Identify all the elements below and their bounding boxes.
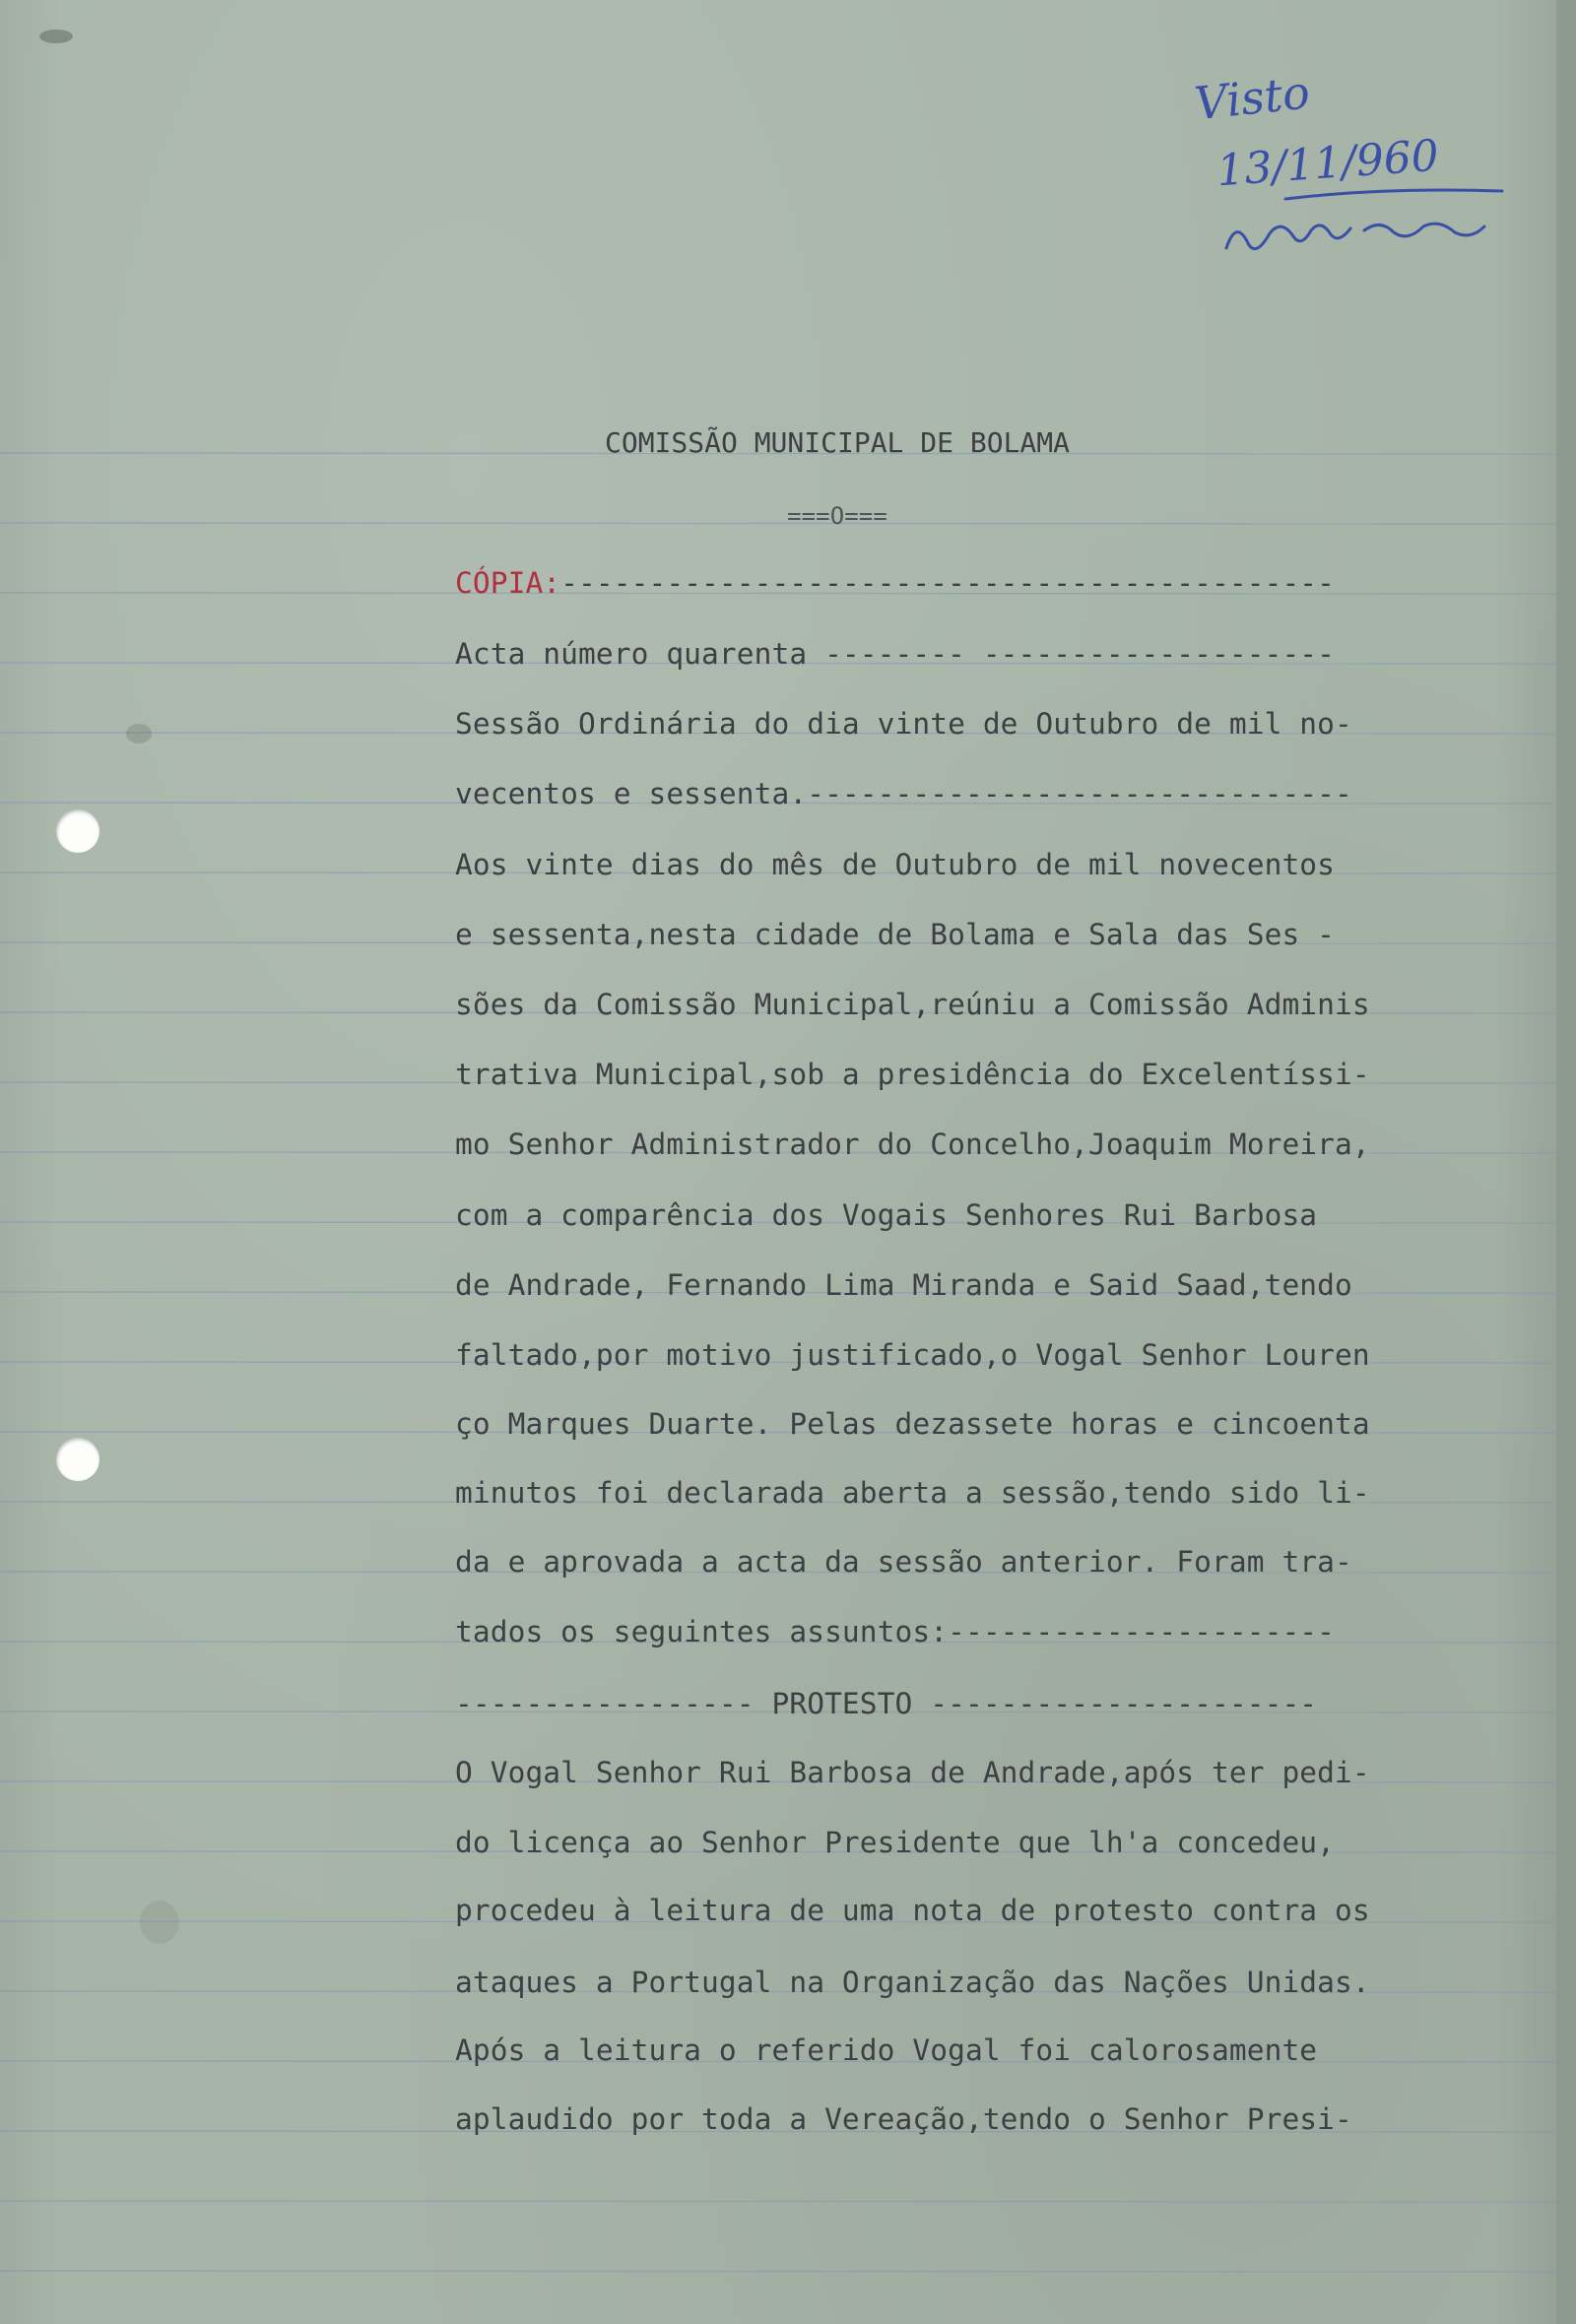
- rust-mark-top: [126, 724, 152, 743]
- ruled-line: [0, 2201, 1556, 2202]
- text-line-15: tados os seguintes assuntos:----------------------: [455, 1615, 1336, 1648]
- text-line-14: da e aprovada a acta da sessão anterior. Foram tra-: [455, 1545, 1352, 1579]
- copy-line: [455, 565, 1335, 601]
- ruled-line: [0, 2271, 1556, 2272]
- punch-hole-bottom: [56, 1438, 99, 1481]
- text-line-3: vecentos e sessenta.-------------------------------: [455, 777, 1352, 810]
- text-line-7: trativa Municipal,sob a presidência do Excelentíssi-: [455, 1058, 1370, 1091]
- section-heading-protesto: ----------------- PROTESTO ----------------------: [455, 1687, 1318, 1720]
- text-line-2: Sessão Ordinária do dia vinte de Outubro de mil no-: [455, 707, 1352, 741]
- text-line-22: aplaudido por toda a Vereação,tendo o Senhor Presi-: [455, 2102, 1352, 2136]
- copy-label: CÓPIA:: [455, 566, 561, 600]
- handwritten-annotation: [1187, 61, 1512, 278]
- text-line-13: minutos foi declarada aberta a sessão,tendo sido li-: [455, 1476, 1370, 1510]
- signature-mark: [1226, 190, 1502, 249]
- text-line-8: mo Senhor Administrador do Concelho,Joaquim Moreira,: [455, 1128, 1370, 1161]
- text-line-20: ataques a Portugal na Organização das Nações Unidas.: [455, 1966, 1370, 1999]
- annotation-visto: Visto: [1192, 65, 1313, 131]
- text-line-1: Acta número quarenta -------- --------------------: [455, 637, 1336, 671]
- corner-mark: [39, 30, 73, 43]
- punch-hole-top: [56, 809, 99, 853]
- copy-dashes: --------------------------------------------: [560, 566, 1336, 600]
- document-title: COMISSÃO MUNICIPAL DE BOLAMA: [604, 426, 1070, 459]
- annotation-date: 13/11/960: [1215, 130, 1441, 197]
- text-line-5: e sessenta,nesta cidade de Bolama e Sala das Ses -: [455, 918, 1336, 951]
- text-line-4: Aos vinte dias do mês de Outubro de mil novecentos: [455, 848, 1336, 881]
- rust-mark-bottom: [140, 1901, 179, 1944]
- text-line-6: sões da Comissão Municipal,reúniu a Comissão Adminis: [455, 988, 1370, 1021]
- text-line-10: de Andrade, Fernando Lima Miranda e Said Saad,tendo: [455, 1268, 1352, 1302]
- title-ornament: ===O===: [787, 502, 887, 530]
- text-line-18: do licença ao Senhor Presidente que lh'a concedeu,: [455, 1826, 1336, 1859]
- text-line-12: ço Marques Duarte. Pelas dezassete horas e cincoenta: [455, 1407, 1370, 1441]
- text-line-17: O Vogal Senhor Rui Barbosa de Andrade,após ter pedi-: [455, 1756, 1370, 1789]
- text-line-9: com a comparência dos Vogais Senhores Rui Barbosa: [455, 1198, 1318, 1232]
- text-line-21: Após a leitura o referido Vogal foi calorosamente: [455, 2034, 1318, 2067]
- text-line-11: faltado,por motivo justificado,o Vogal Senhor Louren: [455, 1338, 1370, 1372]
- text-line-19: procedeu à leitura de uma nota de protesto contra os: [455, 1894, 1370, 1927]
